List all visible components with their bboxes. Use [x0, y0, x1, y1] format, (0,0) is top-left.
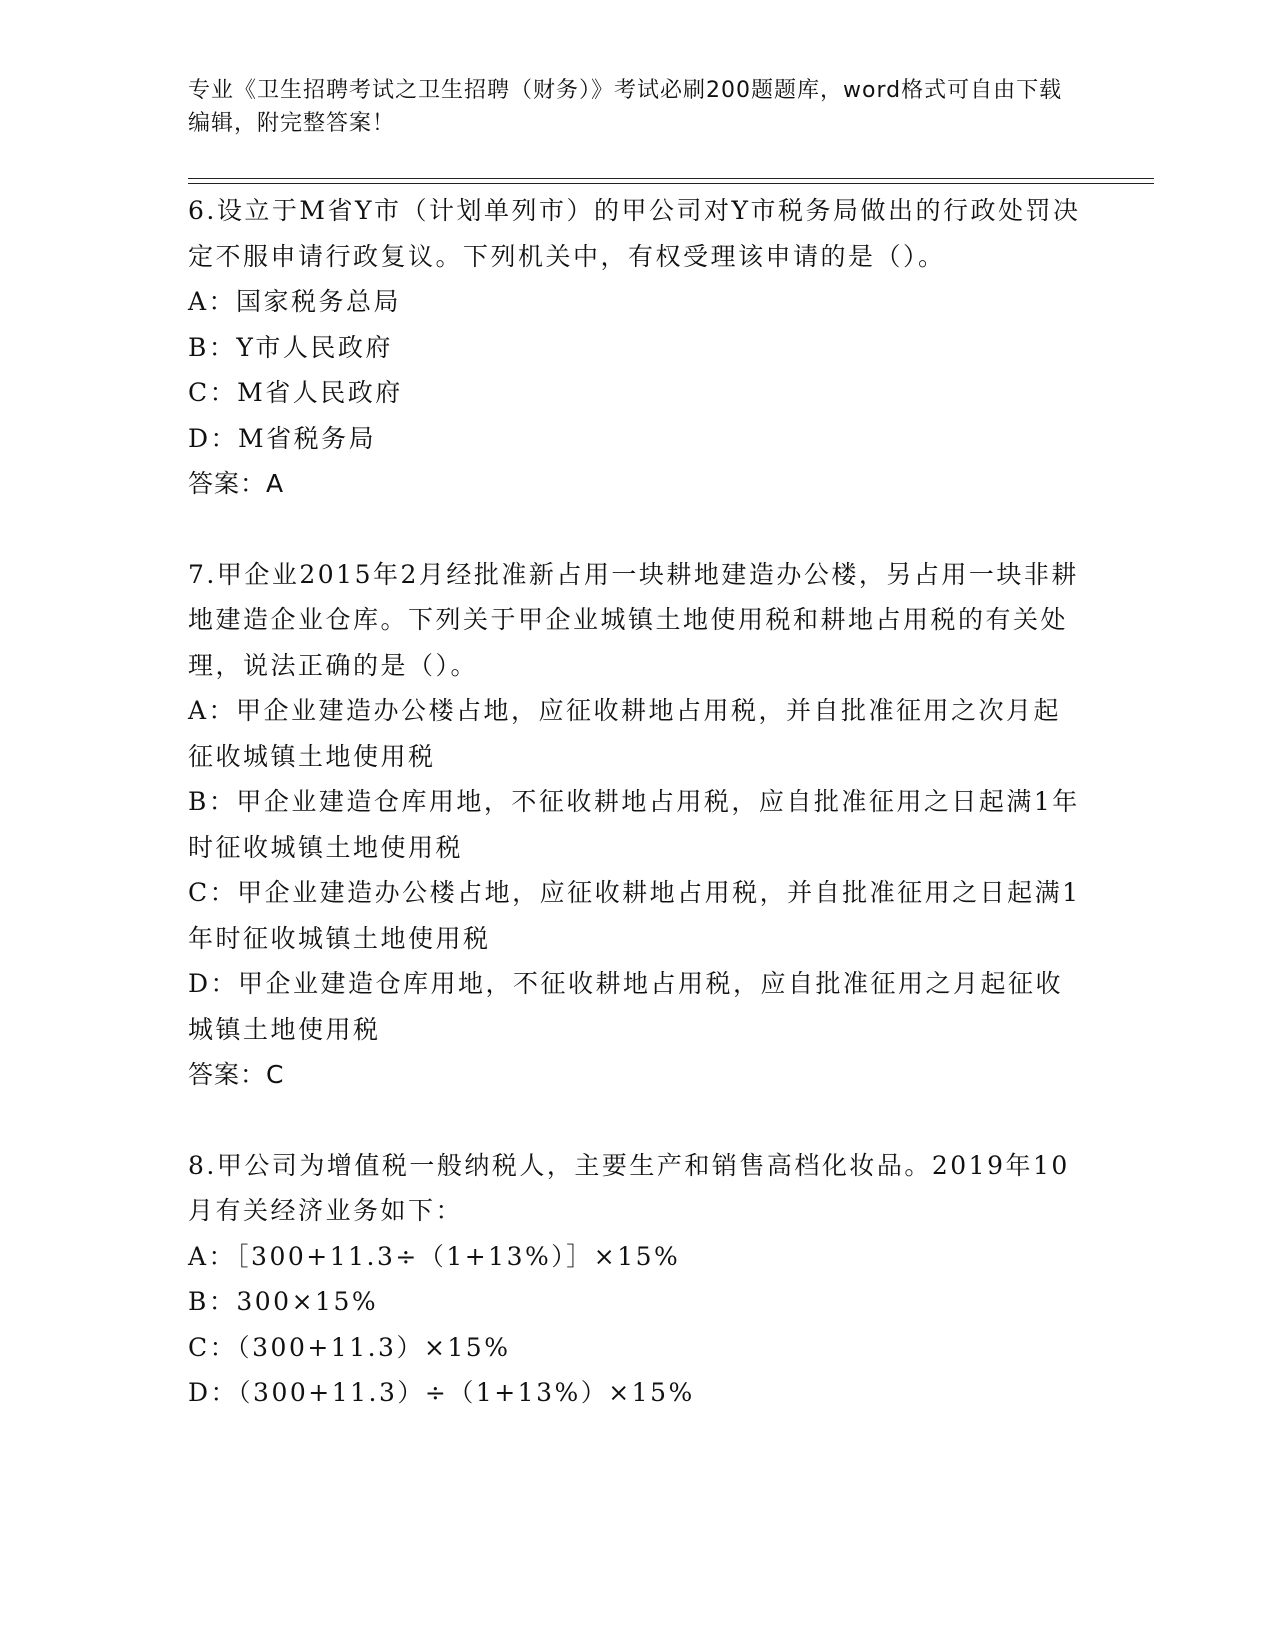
option-d: D：M省税务局 — [188, 423, 377, 453]
option-c: C：甲企业建造办公楼占地，应征收耕地占用税，并自批准征用之日起满1年时征收城镇土地使用税 — [188, 878, 1081, 953]
questions-list — [188, 188, 1088, 1416]
question-7 — [188, 552, 1088, 1098]
question-6 — [188, 188, 1088, 507]
option-b: B：甲企业建造仓库用地，不征收耕地占用税，应自批准征用之日起满1年时征收城镇土地使用税 — [188, 787, 1080, 862]
question-stem: 7.甲企业2015年2月经批准新占用一块耕地建造办公楼，另占用一块非耕地建造企业仓库。下列关于甲企业城镇土地使用税和耕地占用税的有关处理，说法正确的是（）。 — [188, 559, 1079, 680]
option-c: C：（300+11.3）×15% — [188, 1332, 511, 1362]
option-d: D：甲企业建造仓库用地，不征收耕地占用税，应自批准征用之月起征收城镇土地使用税 — [188, 969, 1064, 1044]
header-rule-bottom — [188, 183, 1154, 184]
option-c: C：M省人民政府 — [188, 378, 403, 407]
question-stem: 6.设立于M省Y市（计划单列市）的甲公司对Y市税务局做出的行政处罚决定不服申请行政复议。下列机关中，有权受理该申请的是（）。 — [188, 196, 1081, 271]
question-spacer — [188, 507, 1088, 552]
question-stem: 8.甲公司为增值税一般纳税人，主要生产和销售高档化妆品。2019年10月有关经济业务如下： — [188, 1150, 1070, 1225]
option-a: A：［300+11.3÷（1+13%）］×15% — [188, 1241, 681, 1271]
option-a: A：甲企业建造办公楼占地，应征收耕地占用税，并自批准征用之次月起征收城镇土地使用税 — [188, 696, 1062, 771]
option-b: B：300×15% — [188, 1287, 379, 1316]
question-spacer — [188, 1098, 1088, 1143]
document-header: 专业《卫生招聘考试之卫生招聘（财务）》考试必刷200题题库，word格式可自由下载编辑，附完整答案！ — [188, 78, 1063, 136]
option-b: B：Y市人民政府 — [188, 332, 393, 362]
option-a: A：国家税务总局 — [188, 287, 402, 316]
question-8 — [188, 1143, 1088, 1416]
header-rule-top — [188, 178, 1154, 179]
answer-line: 答案：A — [188, 469, 285, 498]
option-d: D：（300+11.3）÷（1+13%）×15% — [188, 1378, 695, 1407]
answer-line: 答案：C — [188, 1060, 285, 1089]
